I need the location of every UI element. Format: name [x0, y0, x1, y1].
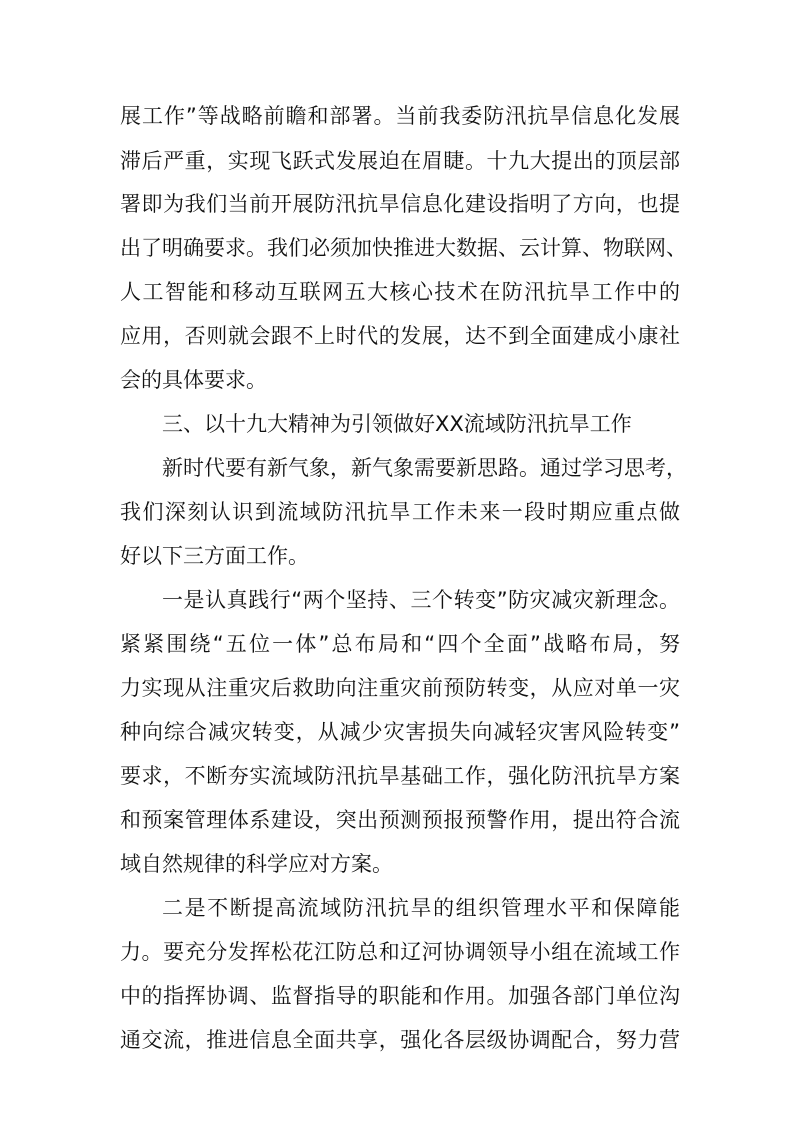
paragraph-line: 紧紧围绕“五位一体”总布局和“四个全面”战略布局，努	[120, 632, 680, 656]
paragraph-line: 二是不断提高流域防汛抗旱的组织管理水平和保障能	[162, 896, 680, 920]
paragraph-line: 要求，不断夯实流域防汛抗旱基础工作，强化防汛抗旱方案	[120, 764, 680, 788]
paragraph-line: 通交流，推进信息全面共享，强化各层级协调配合，努力营	[120, 1028, 680, 1052]
paragraph-line: 出了明确要求。我们必须加快推进大数据、云计算、物联网、	[120, 236, 687, 260]
paragraph-line: 中的指挥协调、监督指导的职能和作用。加强各部门单位沟	[120, 984, 680, 1008]
paragraph-line: 我们深刻认识到流域防汛抗旱工作未来一段时期应重点做	[120, 500, 680, 524]
section-heading: 三、以十九大精神为引领做好XX流域防汛抗旱工作	[162, 412, 632, 436]
paragraph-line: 会的具体要求。	[120, 368, 267, 392]
paragraph-line: 人工智能和移动互联网五大核心技术在防汛抗旱工作中的	[120, 280, 680, 304]
paragraph-line: 好以下三方面工作。	[120, 544, 309, 568]
paragraph-line: 种向综合减灾转变，从减少灾害损失向减轻灾害风险转变”	[120, 720, 680, 744]
paragraph-line: 力。要充分发挥松花江防总和辽河协调领导小组在流域工作	[120, 940, 680, 964]
paragraph-line: 域自然规律的科学应对方案。	[120, 852, 393, 876]
paragraph-line: 和预案管理体系建设，突出预测预报预警作用，提出符合流	[120, 808, 680, 832]
paragraph-line: 一是认真践行“两个坚持、三个转变”防灾减灾新理念。	[162, 588, 680, 612]
paragraph-line: 展工作”等战略前瞻和部署。当前我委防汛抗旱信息化发展	[120, 104, 680, 128]
paragraph-line: 应用，否则就会跟不上时代的发展，达不到全面建成小康社	[120, 324, 680, 348]
paragraph-line: 新时代要有新气象，新气象需要新思路。通过学习思考，	[162, 456, 687, 480]
paragraph-line: 署即为我们当前开展防汛抗旱信息化建设指明了方向，也提	[120, 192, 680, 216]
paragraph-line: 力实现从注重灾后救助向注重灾前预防转变，从应对单一灾	[120, 676, 680, 700]
paragraph-line: 滞后严重，实现飞跃式发展迫在眉睫。十九大提出的顶层部	[120, 149, 680, 173]
